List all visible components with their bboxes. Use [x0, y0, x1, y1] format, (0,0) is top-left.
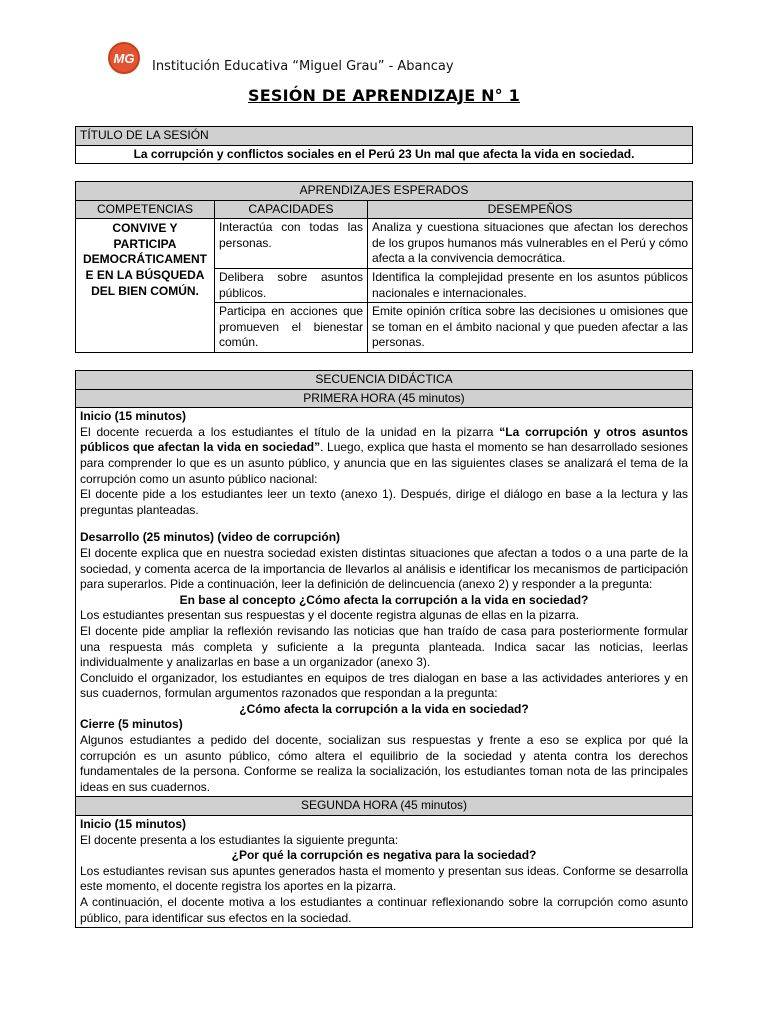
unit-title: “La corrupción y otros asuntos públicos que afectan la vida en sociedad” [80, 424, 689, 455]
desarrollo-question-2: ¿Cómo afecta la corrupción a la vida en sociedad? [239, 701, 529, 716]
inicio-text: El docente recuerda a los estudiantes el título de la unidad en la pizarra [80, 424, 500, 439]
col-competencias: COMPETENCIAS [76, 200, 215, 219]
institution-name: Institución Educativa “Miguel Grau” - Abancay [152, 59, 454, 74]
desarrollo-paragraph-3: El docente pide ampliar la reflexión revisando las noticias que han traído de casa para posteriormente formular una respuesta más completa y suficiente a la pregunta planteada. Indica sacar las noticias, leerlas individualmente y analizarlas en base a un organizador (anexo 3). [80, 623, 688, 670]
session-title-label: TÍTULO DE LA SESIÓN [76, 127, 693, 146]
col-desempenos: DESEMPEÑOS [368, 200, 693, 219]
capacidad-cell: Participa en acciones que promueven el bienestar común. [215, 303, 368, 353]
inicio-2-paragraph-2: Los estudiantes revisan sus apuntes generados hasta el momento y presentan sus ideas. Conforme se desarrolla este momento, el docente registra los aportes en la pizarra. [80, 863, 688, 894]
first-hour-content [76, 408, 693, 797]
desempeno-cell: Emite opinión crítica sobre las decisiones u omisiones que se toman en el ámbito nacional y que pueden afectar a las personas. [368, 303, 693, 353]
desempeno-cell: Analiza y cuestiona situaciones que afectan los derechos de los grupos humanos más vulnerables en el Perú y cómo afecta a la convivencia democrática. [368, 219, 693, 269]
page-title: SESIÓN DE APRENDIZAJE N° 1 [248, 86, 520, 105]
desarrollo-question-1: En base al concepto ¿Cómo afecta la corrupción a la vida en sociedad? [179, 592, 589, 607]
desempeno-cell: Identifica la complejidad presente en los asuntos públicos nacionales e internacionales. [368, 268, 693, 302]
inicio-2-paragraph-1: El docente presenta a los estudiantes la siguiente pregunta: [80, 832, 399, 847]
competencia-cell: CONVIVE Y PARTICIPA DEMOCRÁTICAMENT E EN LA BÚSQUEDA DEL BIEN COMÚN. [76, 219, 215, 353]
session-title-value: La corrupción y conflictos sociales en el Perú 23 Un mal que afecta la vida en sociedad. [76, 145, 693, 164]
second-hour-heading: SEGUNDA HORA (45 minutos) [76, 797, 693, 816]
desarrollo-title: Desarrollo (25 minutos) (video de corrupción) [80, 530, 341, 545]
inicio-2-title: Inicio (15 minutos) [80, 817, 187, 832]
cierre-paragraph: Algunos estudiantes a pedido del docente, socializan sus respuestas y frente a eso se explica por qué la corrupción es un asunto público, cómo altera el equilibrio de la sociedad y atenta contra los derechos fundamentales de la persona. Conforme se realiza la socialización, los estudiantes toman nota de las principales ideas en sus cuadernos. [80, 733, 688, 794]
second-hour-content [76, 816, 693, 928]
col-capacidades: CAPACIDADES [215, 200, 368, 219]
page-header [108, 42, 708, 76]
capacidad-cell: Delibera sobre asuntos públicos. [215, 268, 368, 302]
learning-outcomes-table [75, 181, 693, 353]
capacidad-cell: Interactúa con todas las personas. [215, 219, 368, 269]
inicio-paragraph [80, 425, 688, 487]
inicio-paragraph-2: El docente pide a los estudiantes leer un texto (anexo 1). Después, dirige el diálogo en base a la lectura y las preguntas planteadas. [80, 487, 688, 517]
inicio-title: Inicio (15 minutos) [80, 409, 187, 424]
sequence-heading: SECUENCIA DIDÁCTICA [76, 371, 693, 390]
cierre-title: Cierre (5 minutos) [80, 717, 183, 732]
inicio-2-question: ¿Por qué la corrupción es negativa para la sociedad? [231, 848, 537, 863]
desarrollo-paragraph-1: El docente explica que en nuestra sociedad existen distintas situaciones que afectan a todos o a una parte de la sociedad, y comenta acerca de la importancia de llevarlos al análisis e identificar los mecanismos de participación para superarlos. Pide a continuación, leer la definición de delincuencia (anexo 2) y responder a la pregunta: [80, 545, 688, 592]
desarrollo-paragraph-2: Los estudiantes presentan sus respuestas y el docente registra algunas de ellas en la pizarra. [80, 608, 579, 623]
desarrollo-paragraph-4: Concluido el organizador, los estudiantes en equipos de tres dialogan en base a las actividades anteriores y en sus cuadernos, formulan argumentos razonados que respondan a la pregunta: [80, 670, 688, 701]
didactic-sequence-table [75, 370, 693, 928]
inicio-2-paragraph-3: A continuación, el docente motiva a los estudiantes a continuar reflexionando sobre la corrupción como asunto público, para identificar sus efectos en la sociedad. [80, 895, 688, 925]
first-hour-heading: PRIMERA HORA (45 minutos) [76, 389, 693, 408]
session-title-table [75, 126, 693, 164]
learning-outcomes-heading: APRENDIZAJES ESPERADOS [76, 182, 693, 201]
inicio-text-cont: . Luego, explica que hasta el momento se han desarrollado sesiones para comprender lo que es un asunto público, y anuncia que en las siguientes clases se analizará el tema de la corrupción como un asunto público nacional: [80, 440, 688, 486]
school-logo: MG [108, 42, 140, 74]
